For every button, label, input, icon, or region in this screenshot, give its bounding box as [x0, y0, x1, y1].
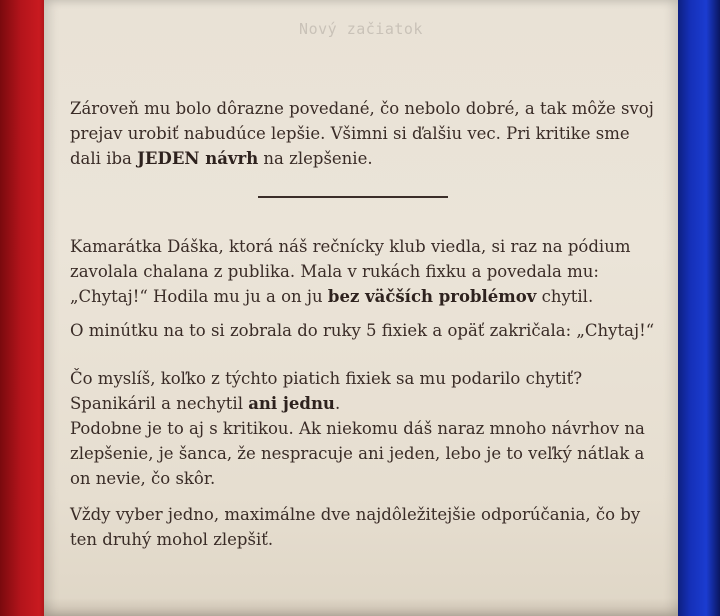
- paragraph-story-end: chytil.: [536, 287, 594, 306]
- paragraph-five-markers: O minútku na to si zobrala do ruky 5 fixiek a opäť zakričala: „Chytaj!“: [70, 321, 655, 340]
- panic-line-end: .: [334, 394, 341, 413]
- question-line: Čo myslíš, koľko z týchto piatich fixiek sa mu podarilo chytiť?: [70, 369, 583, 388]
- paragraph-story: [70, 234, 660, 309]
- book-cover-right-edge: [674, 0, 720, 616]
- paragraph-feedback-text: Zároveň mu bolo dôrazne povedané, čo nebolo dobré, a tak môže svoj prejav urobiť nabudúce lepšie. Všimni si ďalšiu vec. Pri kritike sme dali iba: [70, 99, 654, 168]
- paragraph-story-text: Kamarátka Dáška, ktorá náš rečnícky klub viedla, si raz na pódium zavolala chalana z publika. Mala v rukách fixku a povedala mu: „Chytaj!“ Hodila mu ju a on ju: [70, 237, 631, 306]
- panic-line: Spanikáril a nechytil: [70, 394, 249, 413]
- paragraph-advice: Vždy vyber jedno, maximálne dve najdôležitejšie odporúčania, čo by ten druhý mohol zlepšiť.: [70, 505, 641, 549]
- section-divider: [258, 196, 448, 198]
- running-head: Nový začiatok: [299, 20, 423, 38]
- emphasis-without-problems: bez väčších problémov: [327, 287, 537, 306]
- page-bottom-shadow: [44, 598, 678, 616]
- paragraph-question: [70, 366, 660, 491]
- paragraph-feedback: [70, 96, 660, 171]
- book-page: [44, 0, 678, 616]
- emphasis-not-one: ani jednu: [248, 394, 335, 413]
- criticism-line: Podobne je to aj s kritikou. Ak niekomu dáš naraz mnoho návrhov na zlepšenie, je šanca, že nespracuje ani jeden, lebo je to veľký nátlak a on nevie, čo skôr.: [70, 419, 645, 488]
- paragraph-feedback-end: na zlepšenie.: [258, 149, 373, 168]
- emphasis-one-suggestion: JEDEN návrh: [137, 149, 259, 168]
